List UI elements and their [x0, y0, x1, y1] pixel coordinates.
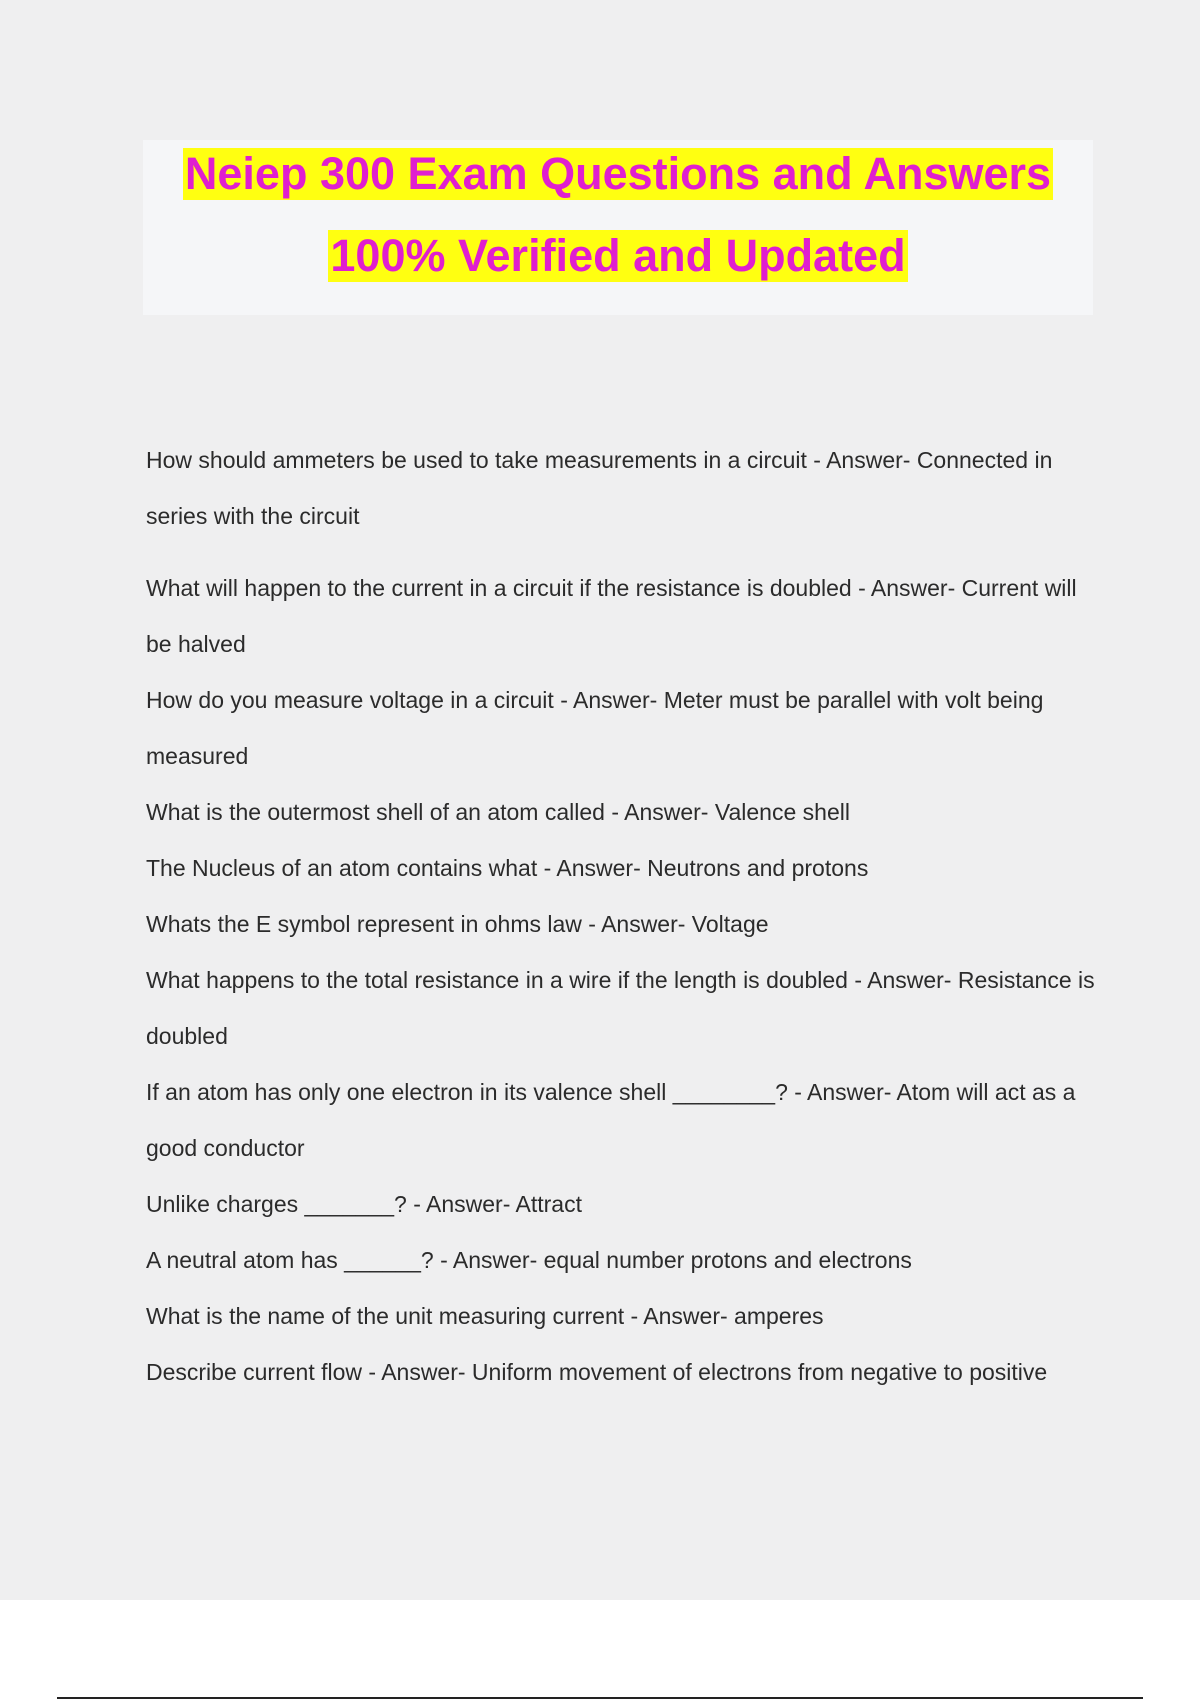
qa-item: How do you measure voltage in a circuit - Answer- Meter must be parallel with volt being measured — [146, 687, 1044, 769]
qa-item: Whats the E symbol represent in ohms law - Answer- Voltage — [146, 911, 769, 937]
qa-item: A neutral atom has ______? - Answer- equal number protons and electrons — [146, 1247, 912, 1273]
qa-item: What will happen to the current in a circuit if the resistance is doubled - Answer- Current will be halved — [146, 575, 1077, 657]
title-line-2: 100% Verified and Updated — [330, 230, 906, 281]
qa-item: If an atom has only one electron in its valence shell ________? - Answer- Atom will act as a good conductor — [146, 1079, 1076, 1161]
qa-item: What happens to the total resistance in a wire if the length is doubled - Answer- Resistance is doubled — [146, 967, 1095, 1049]
title-block — [143, 140, 1093, 315]
footer-divider — [57, 1697, 1143, 1699]
qa-item: How should ammeters be used to take measurements in a circuit - Answer- Connected in series with the circuit — [146, 447, 1053, 529]
title-line-1: Neiep 300 Exam Questions and Answers — [184, 148, 1052, 199]
qa-item: Describe current flow - Answer- Uniform movement of electrons from negative to positive — [146, 1359, 1048, 1385]
qa-list — [146, 432, 1106, 1400]
qa-item: What is the name of the unit measuring current - Answer- amperes — [146, 1303, 824, 1329]
qa-item: The Nucleus of an atom contains what - Answer- Neutrons and protons — [146, 855, 869, 881]
qa-item: Unlike charges _______? - Answer- Attract — [146, 1191, 582, 1217]
qa-item: What is the outermost shell of an atom called - Answer- Valence shell — [146, 799, 850, 825]
